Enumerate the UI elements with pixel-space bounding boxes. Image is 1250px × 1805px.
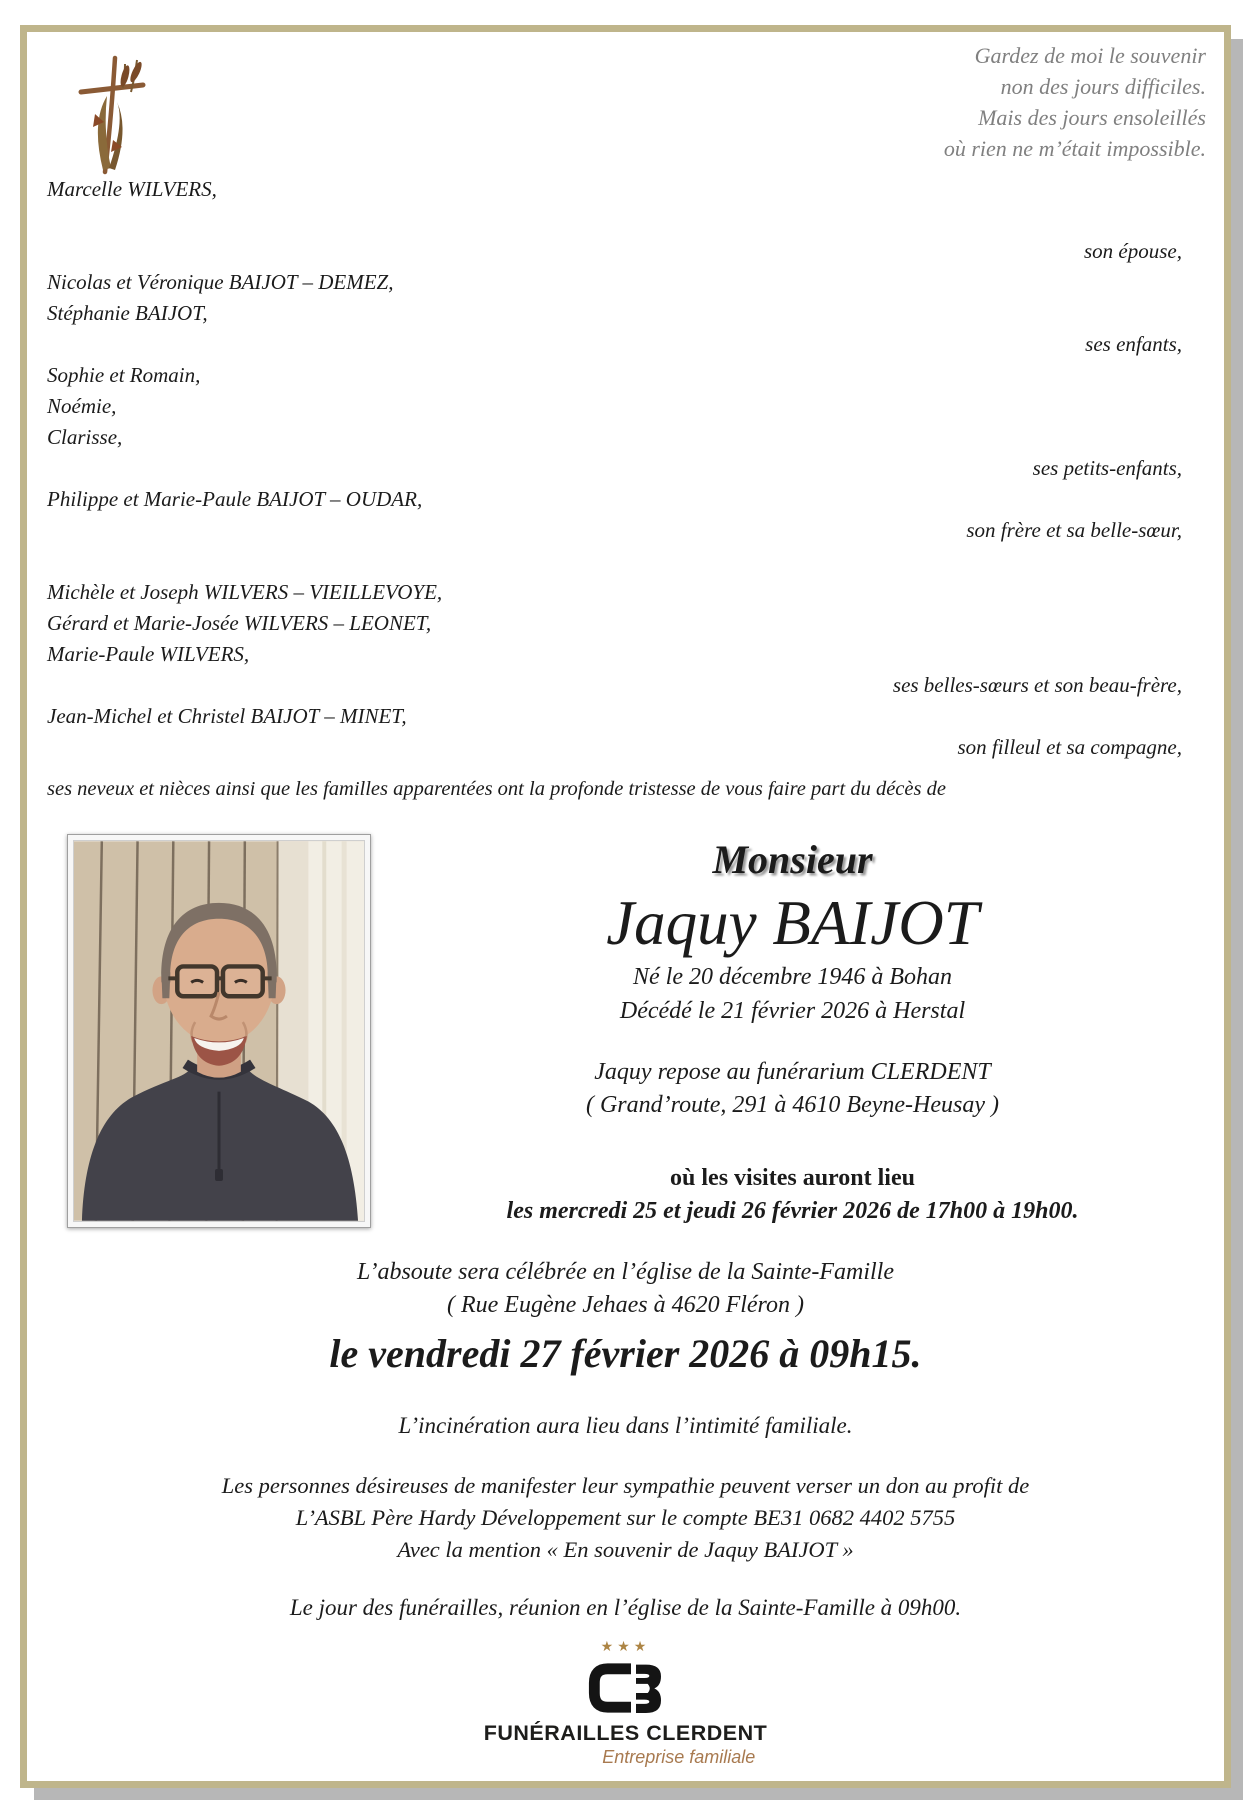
- relative-name: Michèle et Joseph WILVERS – VIEILLEVOYE,: [47, 580, 443, 604]
- card-header: [27, 32, 1224, 172]
- mourning-card: [20, 25, 1231, 1788]
- memorial-quote: [944, 40, 1206, 164]
- relative-name: Nicolas et Véronique BAIJOT – DEMEZ,: [47, 270, 394, 294]
- death-line: Décédé le 21 février 2026 à Herstal: [619, 998, 966, 1024]
- spacer-row: [27, 546, 1224, 577]
- deceased-title: Monsieur: [712, 837, 873, 882]
- relatives-list: [27, 174, 1224, 763]
- visits-schedule: les mercredi 25 et jeudi 26 février 2026 de 17h00 à 19h00.: [506, 1198, 1079, 1224]
- repose-line2: ( Grand’route, 291 à 4610 Beyne-Heusay ): [585, 1092, 999, 1118]
- donation-line1: Les personnes désireuses de manifester leur sympathie peuvent verser un don au profit de: [221, 1473, 1030, 1498]
- logo-stars-icon: ★★★: [600, 1639, 651, 1655]
- deceased-name: Jaquy BAIJOT: [606, 888, 979, 958]
- absolution-line1: L’absoute sera célébrée en l’église de la Sainte-Famille: [357, 1259, 894, 1285]
- relative-name: Gérard et Marie-Josée WILVERS – LEONET,: [47, 611, 432, 635]
- relative-name: Jean-Michel et Christel BAIJOT – MINET,: [47, 704, 407, 728]
- announce-column: [371, 834, 1224, 1228]
- spacer-row: [27, 205, 1224, 236]
- relation-label: son épouse,: [1084, 239, 1182, 263]
- funeral-home-tagline: Entreprise familiale: [602, 1747, 756, 1767]
- relation-label: ses belles-sœurs et son beau-frère,: [892, 673, 1182, 697]
- absolution-line2: ( Rue Eugène Jehaes à 4620 Fléron ): [447, 1292, 804, 1318]
- funeral-home-logo: [27, 1638, 1224, 1768]
- relation-label: son frère et sa belle-sœur,: [966, 518, 1182, 542]
- relation-label: son filleul et sa compagne,: [957, 735, 1182, 759]
- quote-line: non des jours difficiles.: [1000, 74, 1206, 99]
- donation-line2: L’ASBL Père Hardy Développement sur le compte BE31 0682 4402 5755: [295, 1505, 956, 1530]
- donation-section: [27, 1470, 1224, 1566]
- relative-name: Clarisse,: [47, 425, 123, 449]
- relation-label: ses petits-enfants,: [1032, 456, 1182, 480]
- relative-name: Sophie et Romain,: [47, 363, 201, 387]
- funeral-meeting-line: Le jour des funérailles, réunion en l’église de la Sainte-Famille à 09h00.: [289, 1595, 962, 1620]
- ceremony-date: le vendredi 27 février 2026 à 09h15.: [329, 1331, 922, 1376]
- relative-name: Noémie,: [47, 394, 117, 418]
- funeral-home-name: FUNÉRAILLES CLERDENT: [483, 1721, 768, 1745]
- repose-line1: Jaquy repose au funérarium CLERDENT: [594, 1059, 991, 1085]
- relation-label: ses enfants,: [1085, 332, 1182, 356]
- quote-line: où rien ne m’était impossible.: [943, 136, 1206, 161]
- birth-line: Né le 20 décembre 1946 à Bohan: [632, 964, 953, 990]
- relative-name: Marie-Paule WILVERS,: [47, 642, 250, 666]
- clerdent-monogram-icon: [574, 1658, 678, 1718]
- visits-intro: où les visites auront lieu: [670, 1165, 915, 1191]
- quote-line: Mais des jours ensoleillés: [978, 105, 1206, 130]
- cremation-line: L’incinération aura lieu dans l’intimité familiale.: [398, 1413, 853, 1438]
- announcement-intro: ses neveux et nièces ainsi que les familles apparentées ont la profonde tristesse de vous faire part du décès de: [47, 778, 946, 800]
- main-block: [27, 834, 1224, 1228]
- cross-icon: [73, 52, 148, 182]
- relative-name: Philippe et Marie-Paule BAIJOT – OUDAR,: [47, 487, 423, 511]
- donation-line3: Avec la mention « En souvenir de Jaquy BAIJOT »: [397, 1537, 854, 1562]
- ceremony-section: [27, 1256, 1224, 1442]
- relative-name: Stéphanie BAIJOT,: [47, 301, 208, 325]
- deceased-photo: [67, 834, 371, 1228]
- quote-line: Gardez de moi le souvenir: [974, 43, 1206, 68]
- relative-name: Marcelle WILVERS,: [47, 177, 217, 201]
